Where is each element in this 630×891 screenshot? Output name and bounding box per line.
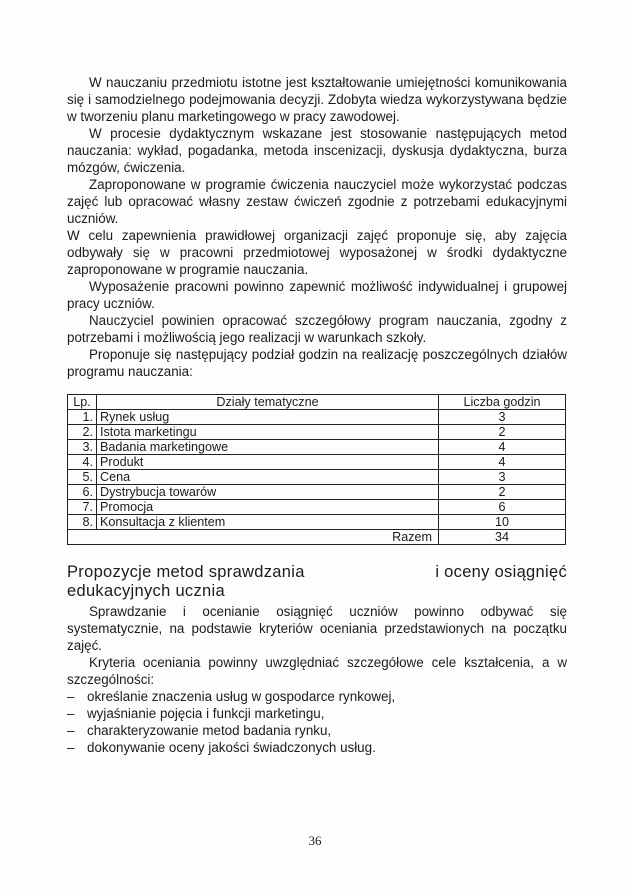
cell-lp: 4. (68, 455, 97, 470)
cell-hours: 2 (439, 485, 566, 500)
table-header-row (68, 395, 566, 410)
paragraph-skills (67, 74, 567, 125)
paragraph-hours-intro-text: Proponuje się następujący podział godzin na realizację poszczególnych działów programu nauczania: (67, 347, 567, 379)
cell-lp: 6. (68, 485, 97, 500)
document-page (67, 74, 567, 756)
table-row (68, 410, 566, 425)
paragraph-methods-text: W procesie dydaktycznym wskazane jest stosowanie następujących metod nauczania: wykład, pogadanka, metoda inscenizacji, dyskusja dydaktyczna, burza mózgów, ćwiczenia. (67, 126, 567, 175)
cell-hours: 2 (439, 425, 566, 440)
cell-hours: 10 (439, 515, 566, 530)
paragraph-exercises-text: Zaproponowane w programie ćwiczenia nauczyciel może wykorzystać podczas zajęć lub opracować własny zestaw ćwiczeń zgodnie z potrzebami edukacyjnymi uczniów. (67, 177, 567, 226)
paragraph-equipment-text: Wyposażenie pracowni powinno zapewnić możliwość indywidualnej i grupowej pracy uczniów. (67, 279, 567, 311)
cell-hours: 4 (439, 440, 566, 455)
table-row (68, 470, 566, 485)
paragraph-skills-text: W nauczaniu przedmiotu istotne jest kształtowanie umiejętności komunikowania się i samodzielnego podejmowania decyzji. Zdobyta wiedza wykorzystywana będzie w tworzeniu planu marketingowego w pracy zawodowej. (67, 75, 567, 124)
section-heading-line1 (67, 563, 567, 582)
hours-table (67, 394, 566, 545)
table-row (68, 440, 566, 455)
header-hours: Liczba godzin (439, 395, 566, 410)
table-row (68, 515, 566, 530)
table-row (68, 455, 566, 470)
cell-lp: 8. (68, 515, 97, 530)
header-lp: Lp. (68, 395, 97, 410)
list-item: – dokonywanie oceny jakości świadczonych usług. (67, 739, 567, 756)
section-heading (67, 563, 567, 601)
paragraph-methods (67, 125, 567, 176)
table-row (68, 485, 566, 500)
table-row (68, 500, 566, 515)
paragraph-criteria (67, 654, 567, 688)
cell-topic: Promocja (97, 500, 439, 515)
list-item: – wyjaśnianie pojęcia i funkcji marketingu, (67, 705, 567, 722)
cell-hours: 4 (439, 455, 566, 470)
total-label: Razem (68, 530, 439, 545)
criteria-list (67, 688, 567, 756)
paragraph-program-text: Nauczyciel powinien opracować szczegółowy program nauczania, zgodny z potrzebami i możliwością jego realizacji w warunkach szkoły. (67, 313, 567, 345)
cell-lp: 1. (68, 410, 97, 425)
cell-hours: 3 (439, 410, 566, 425)
cell-lp: 2. (68, 425, 97, 440)
list-item: – określanie znaczenia usług w gospodarce rynkowej, (67, 688, 567, 705)
total-value: 34 (439, 530, 566, 545)
paragraph-assessment-text: Sprawdzanie i ocenianie osiągnięć uczniów powinno odbywać się systematycznie, na podstawie kryteriów oceniania przedstawionych na początku zajęć. (67, 604, 567, 653)
paragraph-organization-text: W celu zapewnienia prawidłowej organizacji zajęć proponuje się, aby zajęcia odbywały się w pracowni przedmiotowej wyposażonej w środki dydaktyczne zaproponowane w programie nauczania. (67, 228, 567, 277)
paragraph-criteria-text: Kryteria oceniania powinny uwzględniać szczegółowe cele kształcenia, a w szczególności: (67, 655, 567, 687)
paragraph-organization (67, 227, 567, 278)
cell-topic: Konsultacja z klientem (97, 515, 439, 530)
cell-topic: Badania marketingowe (97, 440, 439, 455)
cell-topic: Istota marketingu (97, 425, 439, 440)
list-item: – charakteryzowanie metod badania rynku, (67, 722, 567, 739)
paragraph-program (67, 312, 567, 346)
cell-hours: 3 (439, 470, 566, 485)
header-topic: Działy tematyczne (97, 395, 439, 410)
cell-hours: 6 (439, 500, 566, 515)
section-heading-part1: Propozycje metod sprawdzania (67, 563, 305, 581)
paragraph-hours-intro (67, 346, 567, 380)
cell-topic: Cena (97, 470, 439, 485)
cell-lp: 7. (68, 500, 97, 515)
section-heading-part2: i oceny osiągnięć (435, 563, 567, 581)
cell-topic: Rynek usług (97, 410, 439, 425)
paragraph-equipment (67, 278, 567, 312)
table-row (68, 425, 566, 440)
paragraph-assessment (67, 603, 567, 654)
table-total-row (68, 530, 566, 545)
paragraph-exercises (67, 176, 567, 227)
page-number: 36 (308, 833, 322, 848)
section-heading-part3: edukacyjnych ucznia (67, 582, 225, 600)
cell-lp: 5. (68, 470, 97, 485)
cell-topic: Dystrybucja towarów (97, 485, 439, 500)
cell-lp: 3. (68, 440, 97, 455)
cell-topic: Produkt (97, 455, 439, 470)
